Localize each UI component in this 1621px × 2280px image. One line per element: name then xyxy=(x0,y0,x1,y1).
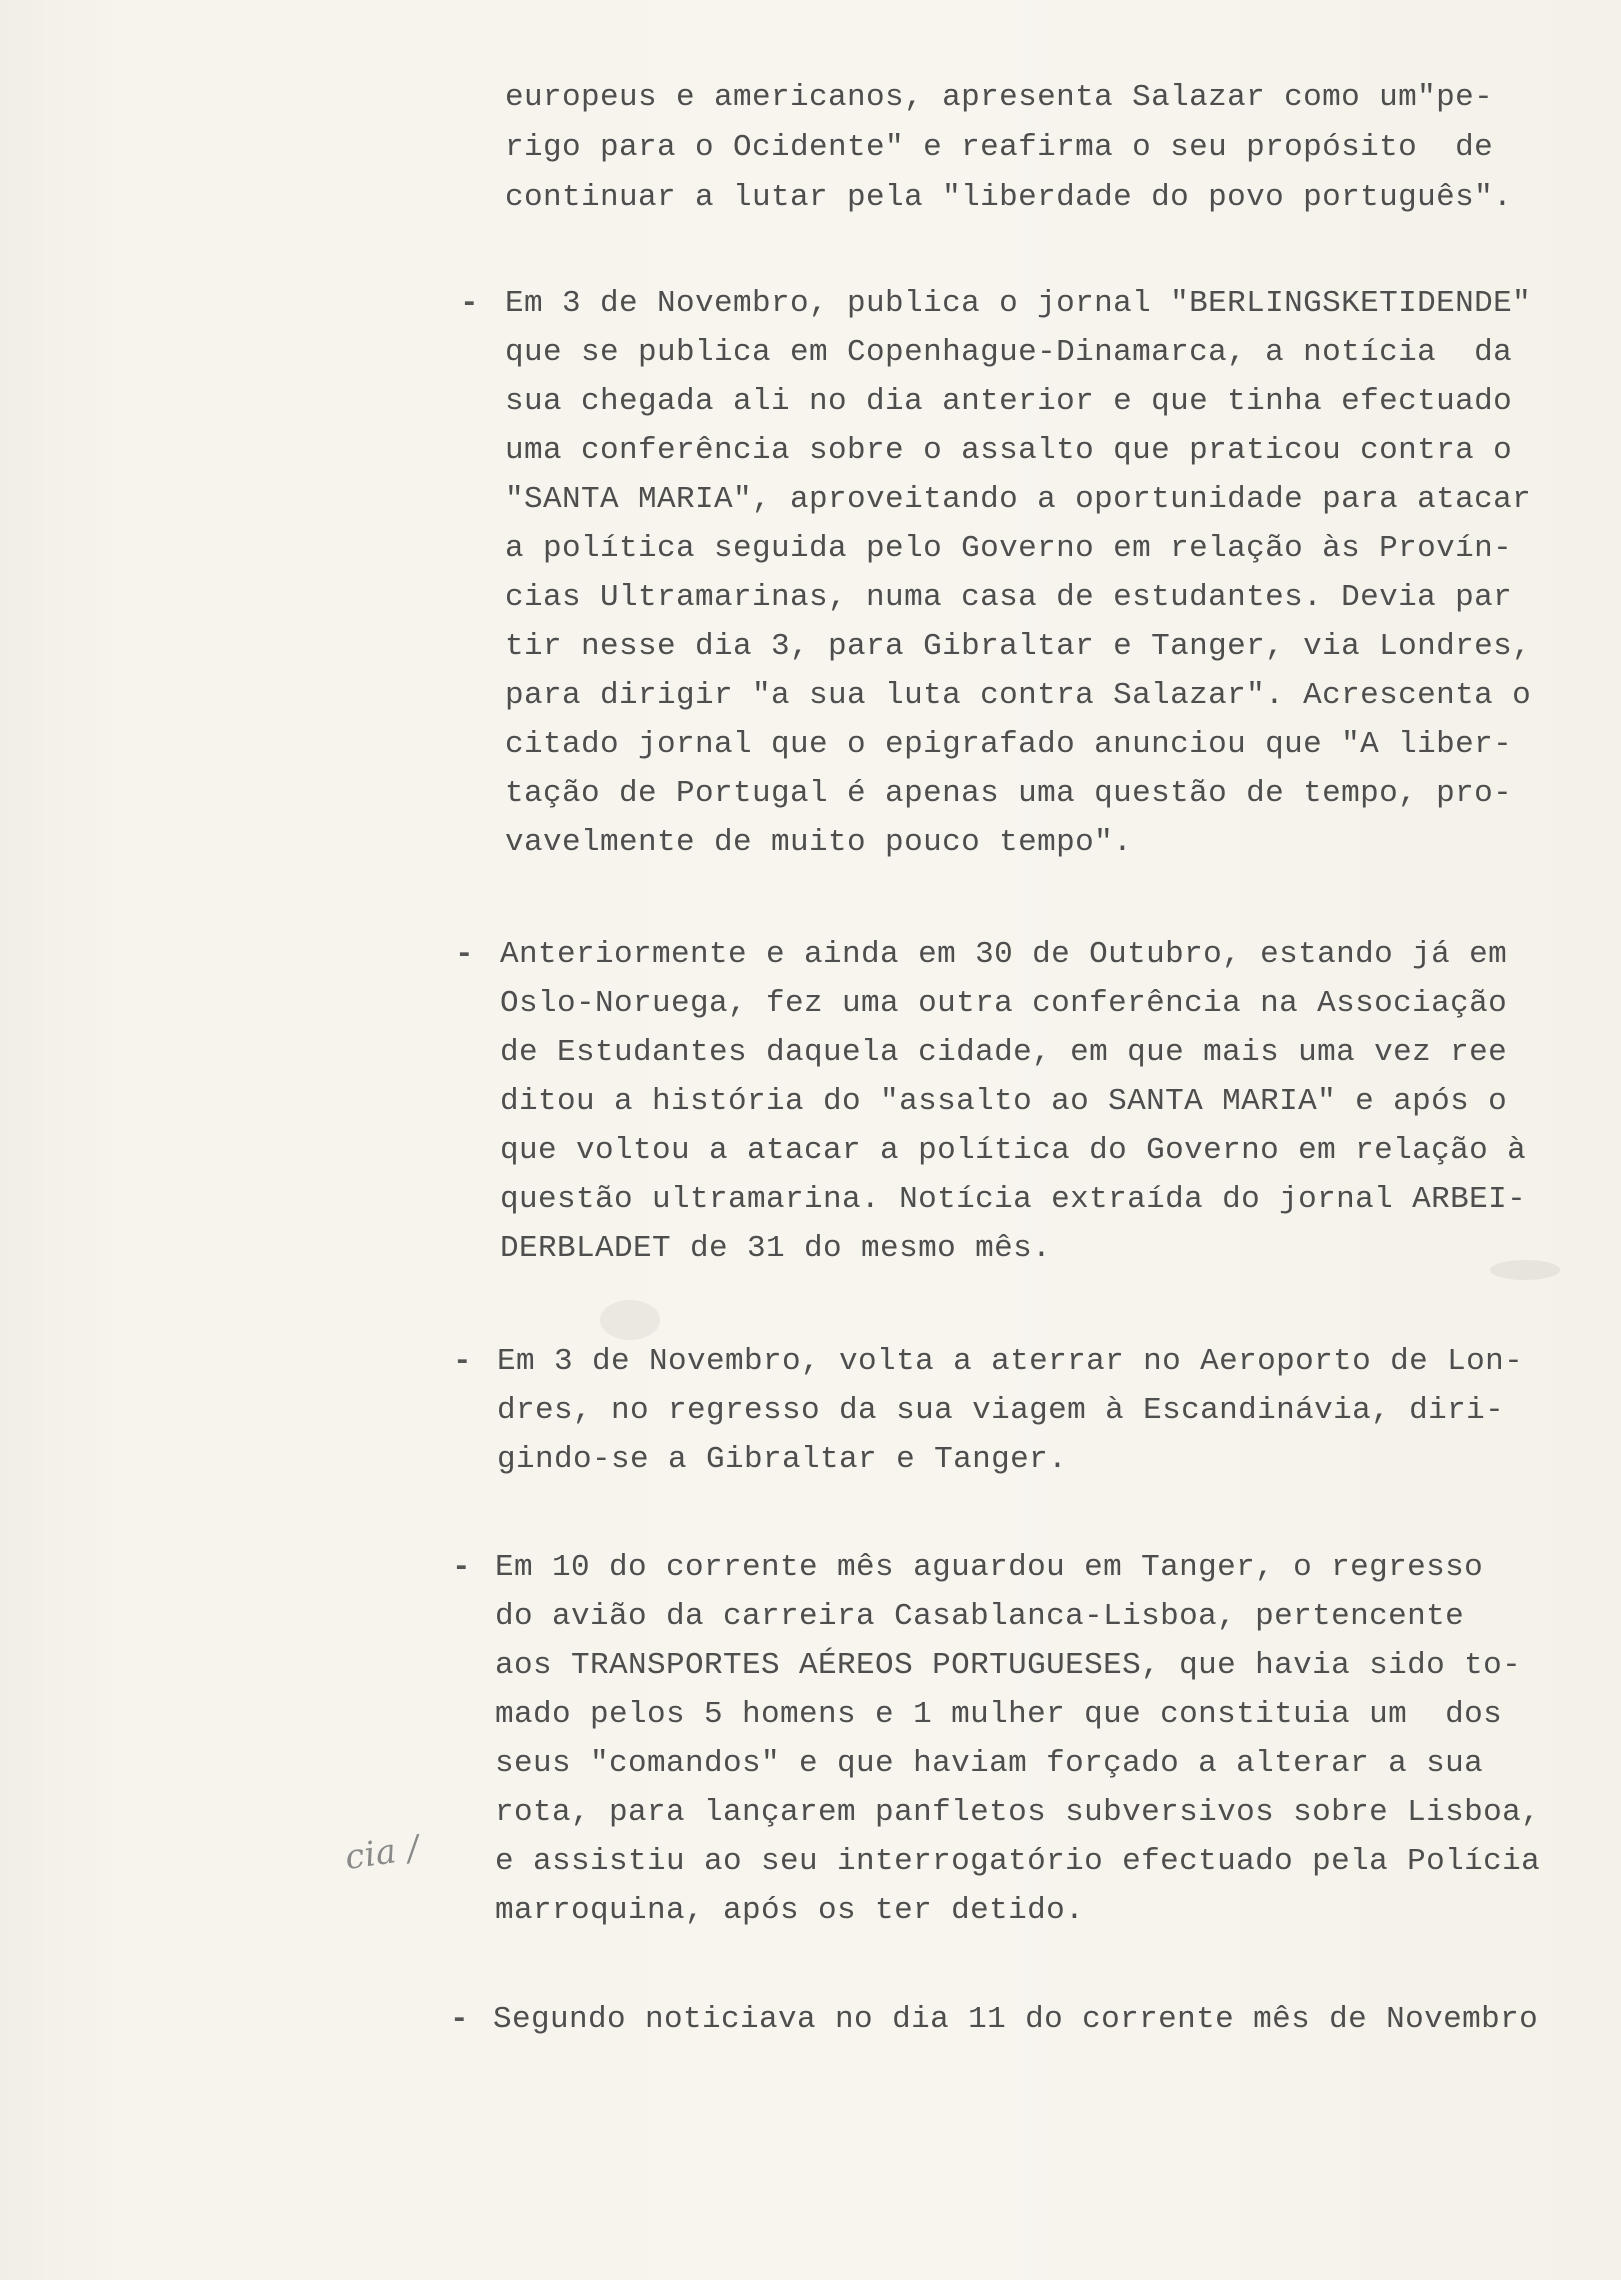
text-line: sua chegada ali no dia anterior e que tinha efectuado xyxy=(505,384,1513,419)
text-line: mado pelos 5 homens e 1 mulher que constituia um dos xyxy=(495,1697,1503,1732)
text-line: do avião da carreira Casablanca-Lisboa, pertencente xyxy=(495,1599,1465,1634)
text-line: uma conferência sobre o assalto que praticou contra o xyxy=(505,433,1513,468)
text-line: tação de Portugal é apenas uma questão de tempo, pro- xyxy=(505,776,1513,811)
text-line: tir nesse dia 3, para Gibraltar e Tanger, via Londres, xyxy=(505,629,1532,664)
text-line: rota, para lançarem panfletos subversivos sobre Lisboa, xyxy=(495,1795,1541,1830)
text-line: Anteriormente e ainda em 30 de Outubro, estando já em xyxy=(500,937,1508,972)
bullet-dash: - xyxy=(452,1550,472,1585)
bullet-dash: - xyxy=(460,286,480,321)
text-line: Em 3 de Novembro, publica o jornal "BERLINGSKETIDENDE" xyxy=(505,286,1532,321)
text-line: Segundo noticiava no dia 11 do corrente mês de Novembro xyxy=(493,2002,1539,2037)
text-line: dres, no regresso da sua viagem à Escandinávia, diri- xyxy=(497,1393,1505,1428)
handwritten-margin-note: cia / xyxy=(342,1828,422,1878)
text-line: rigo para o Ocidente" e reafirma o seu propósito de xyxy=(505,130,1494,165)
text-line: de Estudantes daquela cidade, em que mais uma vez ree xyxy=(500,1035,1508,1070)
text-line: que se publica em Copenhague-Dinamarca, a notícia da xyxy=(505,335,1513,370)
text-line: "SANTA MARIA", aproveitando a oportunidade para atacar xyxy=(505,482,1532,517)
text-line: e assistiu ao seu interrogatório efectuado pela Polícia xyxy=(495,1844,1541,1879)
text-line: Em 3 de Novembro, volta a aterrar no Aeroporto de Lon- xyxy=(497,1344,1524,1379)
text-line: questão ultramarina. Notícia extraída do jornal ARBEI- xyxy=(500,1182,1527,1217)
text-line: aos TRANSPORTES AÉREOS PORTUGUESES, que havia sido to- xyxy=(495,1648,1522,1683)
text-line: Em 10 do corrente mês aguardou em Tanger, o regresso xyxy=(495,1550,1484,1585)
text-line: seus "comandos" e que haviam forçado a alterar a sua xyxy=(495,1746,1484,1781)
text-line: continuar a lutar pela "liberdade do povo português". xyxy=(505,180,1513,215)
text-line: Oslo-Noruega, fez uma outra conferência na Associação xyxy=(500,986,1508,1021)
text-line: que voltou a atacar a política do Governo em relação à xyxy=(500,1133,1527,1168)
text-line: DERBLADET de 31 do mesmo mês. xyxy=(500,1231,1052,1266)
text-line: citado jornal que o epigrafado anunciou que "A liber- xyxy=(505,727,1513,762)
text-line: vavelmente de muito pouco tempo". xyxy=(505,825,1133,860)
bullet-dash: - xyxy=(450,2002,470,2037)
text-line: gindo-se a Gibraltar e Tanger. xyxy=(497,1442,1068,1477)
text-line: europeus e americanos, apresenta Salazar como um"pe- xyxy=(505,80,1494,115)
bullet-dash: - xyxy=(453,1344,473,1379)
text-line: para dirigir "a sua luta contra Salazar". Acrescenta o xyxy=(505,678,1532,713)
text-line: marroquina, após os ter detido. xyxy=(495,1893,1085,1928)
text-line: a política seguida pelo Governo em relação às Provín- xyxy=(505,531,1513,566)
text-line: cias Ultramarinas, numa casa de estudantes. Devia par xyxy=(505,580,1513,615)
bullet-dash: - xyxy=(455,937,475,972)
text-line: ditou a história do "assalto ao SANTA MARIA" e após o xyxy=(500,1084,1508,1119)
